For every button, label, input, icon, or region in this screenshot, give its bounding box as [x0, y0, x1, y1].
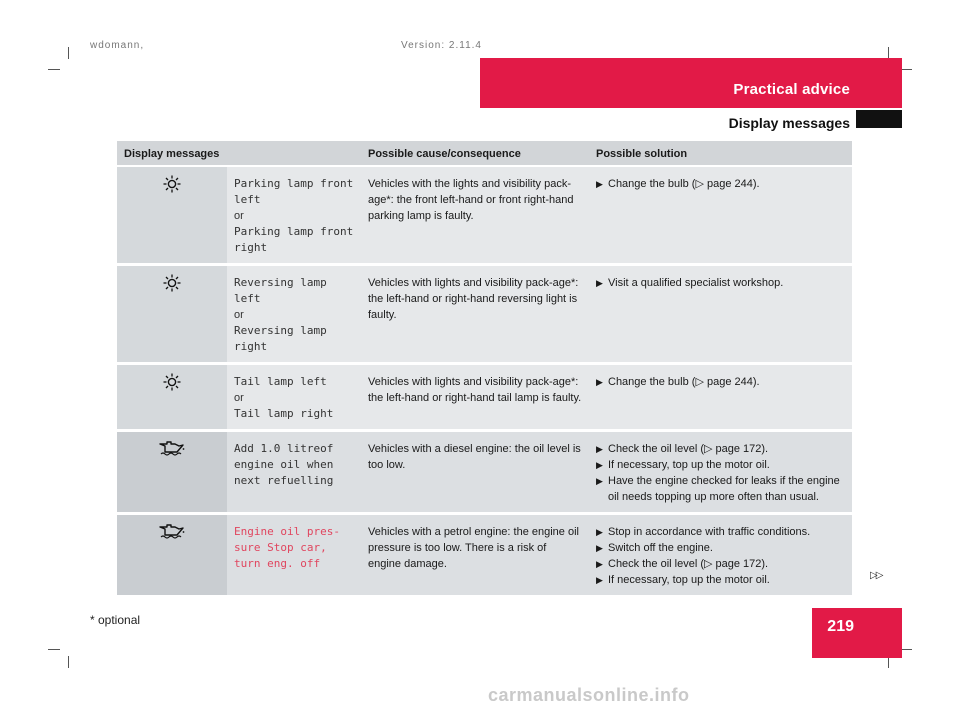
column-header-cause: Possible cause/consequence — [361, 141, 589, 166]
solution-cell — [589, 431, 852, 514]
solution-item — [596, 473, 845, 505]
solution-text: Stop in accordance with traffic conditions. — [608, 526, 811, 538]
continue-marker: ▷▷ — [870, 570, 882, 581]
solution-text: If necessary, top up the motor oil. — [608, 574, 770, 586]
message-text: Reversing lamp right — [234, 324, 327, 353]
solution-cell — [589, 364, 852, 431]
solution-item — [596, 457, 845, 473]
top-note-left: wdomann, — [90, 40, 145, 51]
solution-cell — [589, 265, 852, 364]
or-label: or — [234, 210, 244, 222]
arrow-icon: ▶ — [596, 527, 603, 537]
arrow-icon: ▶ — [596, 377, 603, 387]
solution-text: Check the oil level (▷ page 172). — [608, 443, 769, 455]
display-messages-table — [117, 141, 852, 598]
cause-text: Vehicles with a petrol engine: the engine oil pressure is too low. There is a risk of engine damage. — [361, 514, 589, 597]
table-row — [117, 514, 852, 597]
solution-item — [596, 176, 845, 192]
column-header-display-messages: Display messages — [117, 141, 361, 166]
bulb-icon — [117, 166, 227, 265]
arrow-icon: ▶ — [596, 559, 603, 569]
warning-message-text: Engine oil pres-sure Stop car, turn eng. off — [234, 525, 340, 570]
crop-mark — [68, 47, 69, 59]
crop-mark — [68, 656, 69, 668]
or-label: or — [234, 309, 244, 321]
message-text: Add 1.0 litreof engine oil when next refuelling — [234, 442, 334, 487]
solution-item — [596, 374, 845, 390]
or-label: or — [234, 392, 244, 404]
solution-text: Visit a qualified specialist workshop. — [608, 277, 784, 289]
arrow-icon: ▶ — [596, 543, 603, 553]
message-text: Tail lamp left — [234, 375, 327, 388]
arrow-icon: ▶ — [596, 278, 603, 288]
solution-item — [596, 275, 845, 291]
cause-text: Vehicles with a diesel engine: the oil level is too low. — [361, 431, 589, 514]
oil-can-icon — [117, 431, 227, 514]
crop-mark — [48, 69, 60, 70]
cause-text: Vehicles with the lights and visibility pack-age*: the front left-hand or front right-hand parking lamp is faulty. — [361, 166, 589, 265]
solution-item — [596, 441, 845, 457]
display-message — [227, 431, 361, 514]
page-title: Display messages — [728, 115, 850, 131]
table-row — [117, 166, 852, 265]
solution-text: Change the bulb (▷ page 244). — [608, 178, 760, 190]
message-text: Parking lamp front left — [234, 177, 354, 206]
top-note-right: Version: 2.11.4 — [401, 40, 482, 51]
table-row — [117, 364, 852, 431]
table-header-row — [117, 141, 852, 166]
column-header-solution: Possible solution — [589, 141, 852, 166]
cause-text: Vehicles with lights and visibility pack-age*: the left-hand or right-hand tail lamp is faulty. — [361, 364, 589, 431]
display-message — [227, 265, 361, 364]
footnote: * optional — [90, 613, 141, 627]
table-row — [117, 265, 852, 364]
arrow-icon: ▶ — [596, 460, 603, 470]
oil-can-icon — [117, 514, 227, 597]
bulb-icon — [117, 265, 227, 364]
page-number: 219 — [827, 618, 854, 635]
solution-text: Switch off the engine. — [608, 542, 713, 554]
solution-text: Have the engine checked for leaks if the engine oil needs topping up more often than usual. — [608, 475, 840, 503]
display-message — [227, 514, 361, 597]
solution-item — [596, 524, 845, 540]
arrow-icon: ▶ — [596, 179, 603, 189]
bulb-icon — [117, 364, 227, 431]
solution-item — [596, 540, 845, 556]
message-text: Tail lamp right — [234, 407, 334, 420]
table-row — [117, 431, 852, 514]
display-message — [227, 166, 361, 265]
solution-item — [596, 556, 845, 572]
arrow-icon: ▶ — [596, 444, 603, 454]
display-message — [227, 364, 361, 431]
message-text: Parking lamp front right — [234, 225, 354, 254]
arrow-icon: ▶ — [596, 575, 603, 585]
solution-item — [596, 572, 845, 588]
header-tab — [856, 110, 902, 128]
message-text: Reversing lamp left — [234, 276, 327, 305]
solution-cell — [589, 514, 852, 597]
arrow-icon: ▶ — [596, 476, 603, 486]
solution-text: If necessary, top up the motor oil. — [608, 459, 770, 471]
solution-cell — [589, 166, 852, 265]
cause-text: Vehicles with lights and visibility pack-age*: the left-hand or right-hand reversing light is faulty. — [361, 265, 589, 364]
solution-text: Change the bulb (▷ page 244). — [608, 376, 760, 388]
watermark: carmanualsonline.info — [488, 685, 690, 705]
section-title: Practical advice — [733, 81, 850, 98]
crop-mark — [48, 649, 60, 650]
solution-text: Check the oil level (▷ page 172). — [608, 558, 769, 570]
page-number-box — [812, 608, 902, 658]
